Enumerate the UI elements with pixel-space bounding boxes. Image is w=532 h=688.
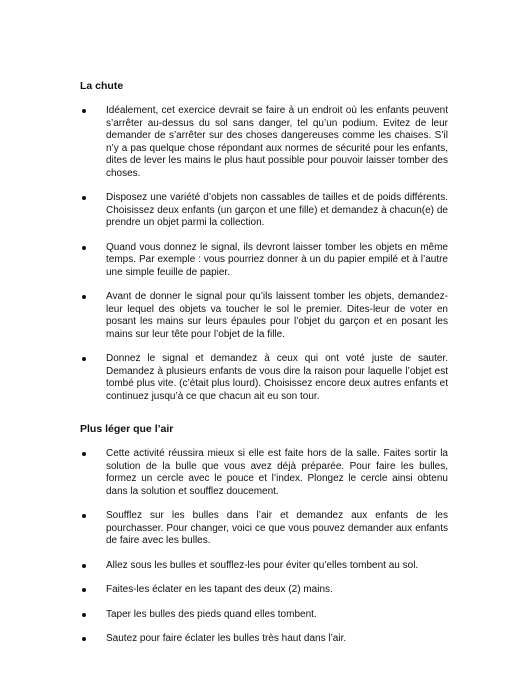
bullet-list-plus-leger [80,448,448,646]
bullet-icon [82,109,86,113]
bullet-icon [82,514,86,518]
list-item-text: Soufflez sur les bulles dans l’air et demandez aux enfants de les pourchasser. Pour changer, voici ce que vous pouvez demander aux enfants de faire avec les bulles. [106,510,448,546]
list-item-text: Disposez une variété d’objets non cassables de tailles et de poids différents. Choisissez deux enfants (un garçon et une fille) et demandez à chacun(e) de prendre un objet parmi la collection. [106,192,448,228]
list-item-text: Avant de donner le signal pour qu’ils laissent tomber les objets, demandez-leur lequel des objets va toucher le sol le premier. Dites-leur de voter en posant les mains sur leurs épaules pour l’objet du garçon et en posant les mains sur leur tête pour l’objet de la fille. [106,291,448,340]
list-item [80,560,448,573]
document-page [80,80,448,646]
bullet-icon [82,564,86,568]
list-item [80,291,448,341]
list-item [80,609,448,622]
list-item-text: Donnez le signal et demandez à ceux qui ont voté juste de sauter. Demandez à plusieurs enfants de vous dire la raison pour laquelle l’objet est tombé plus vite. (c’était plus lourd). Choisissez encore deux autres enfants et continuez jusqu’à ce que chacun ait eu son tour. [106,353,448,402]
list-item-text: Idéalement, cet exercice devrait se faire à un endroit où les enfants peuvent s’arrêter au-dessus du sol sans danger, tel qu’un podium. Evitez de leur demander de s’arrêter sur des choses dangereuses comme les chaises. S’il n’y a pas quelque chose répondant aux normes de sécurité pour les enfants, dites de lever les mains le plus haut possible pour pouvoir laisser tomber des choses. [106,105,448,179]
section-heading-plus-leger: Plus léger que l’air [80,423,174,435]
bullet-icon [82,295,86,299]
bullet-icon [82,246,86,250]
list-item-text: Faites-les éclater en les tapant des deux (2) mains. [106,584,333,595]
list-item [80,353,448,403]
bullet-icon [82,357,86,361]
list-item-text: Quand vous donnez le signal, ils devront laisser tomber les objets en même temps. Par exemple : vous pourriez donner à un du papier empilé et à l’autre une simple feuille de papier. [106,241,448,278]
bullet-icon [82,588,86,592]
list-item [80,105,448,180]
list-item [80,584,448,597]
list-item-text: Sautez pour faire éclater les bulles très haut dans l’air. [106,633,347,644]
bullet-icon [82,613,86,617]
list-item [80,510,448,548]
section-heading-la-chute: La chute [80,80,124,92]
list-item-text: Cette activité réussira mieux si elle est faite hors de la salle. Faites sortir la solution de la bulle que vous avez déjà préparée. Pour faire les bulles, formez un cercle avec le pouce et l’index. Plongez le cercle ainsi obtenu dans la solution et soufflez doucement. [106,448,448,497]
bullet-icon [82,637,86,641]
list-item-text: Taper les bulles des pieds quand elles tombent. [106,608,317,620]
list-item [80,242,448,280]
list-item-text: Allez sous les bulles et soufflez-les pour éviter qu’elles tombent au sol. [106,559,419,571]
list-item [80,633,448,646]
bullet-icon [82,452,86,456]
list-item [80,448,448,498]
list-item [80,192,448,230]
bullet-icon [82,196,86,200]
bullet-list-la-chute [80,105,448,403]
